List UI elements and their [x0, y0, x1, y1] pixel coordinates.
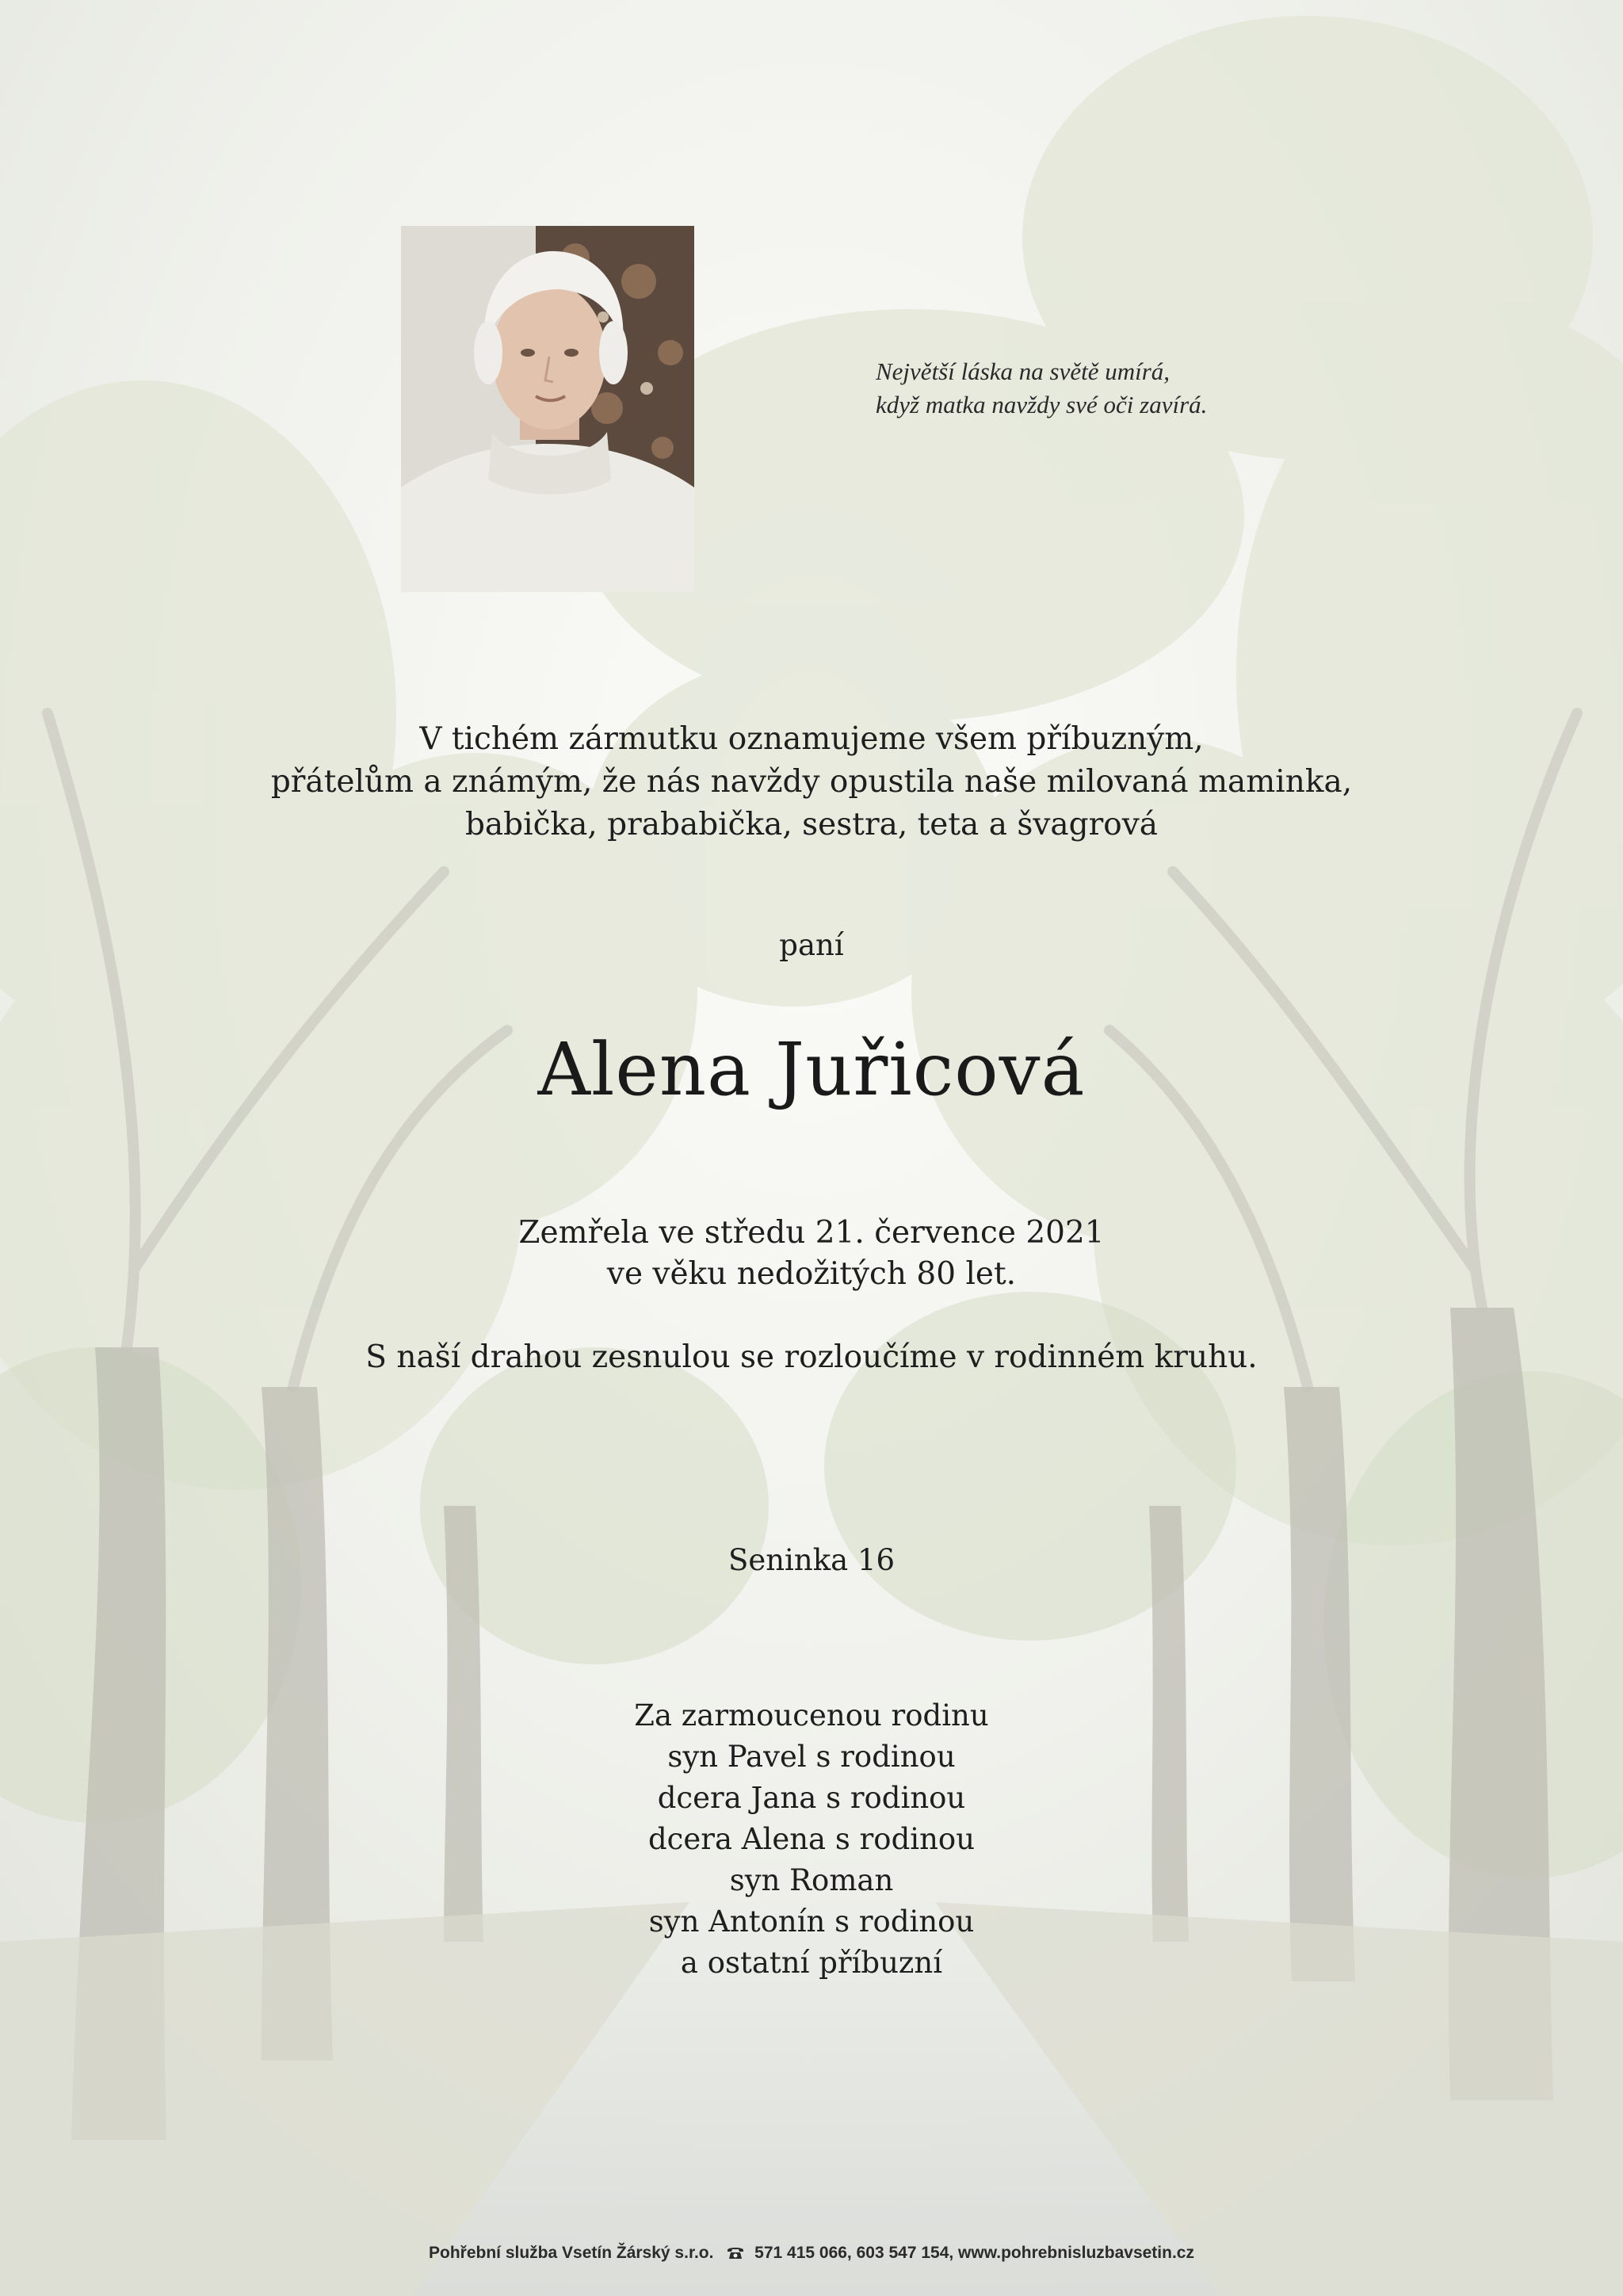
family-address: Seninka 16	[727, 1543, 896, 1577]
family-signature	[0, 1695, 1623, 1984]
motto-line: Největší láska na světě umírá,	[876, 357, 1170, 385]
farewell-note: S naší drahou zesnulou se rozloučíme v rodinném kruhu.	[365, 1339, 1258, 1375]
family-member: dcera Jana s rodinou	[657, 1781, 966, 1815]
motto-line: když matka navždy své oči zavírá.	[876, 391, 1208, 418]
family-member: dcera Alena s rodinou	[647, 1822, 976, 1856]
family-member: syn Roman	[729, 1863, 894, 1897]
funeral-service-footer	[0, 2241, 1623, 2265]
funeral-service-name: Pohřební služba Vsetín Žárský s.r.o.	[429, 2244, 714, 2262]
death-details	[0, 1213, 1623, 1295]
family-member: syn Pavel s rodinou	[667, 1740, 956, 1774]
deceased-name: Alena Juřicová	[537, 1027, 1086, 1112]
death-line: Zemřela ve středu 21. července 2021	[518, 1215, 1105, 1251]
motto-verse	[876, 355, 1383, 422]
honorific: paní	[779, 928, 844, 962]
announcement-line: přátelům a známým, že nás navždy opustila naše milovaná maminka,	[270, 764, 1353, 800]
death-line: ve věku nedožitých 80 let.	[606, 1256, 1017, 1292]
funeral-service-contact: 571 415 066, 603 547 154, www.pohrebnisluzbavsetin.cz	[754, 2244, 1194, 2262]
phone-icon	[726, 2244, 745, 2260]
announcement-text	[0, 718, 1623, 846]
portrait-photo	[401, 226, 694, 592]
family-member: syn Antonín s rodinou	[648, 1904, 975, 1939]
family-heading: Za zarmoucenou rodinu	[634, 1698, 989, 1733]
announcement-line: V tichém zármutku oznamujeme všem příbuzným,	[419, 721, 1204, 757]
announcement-line: babička, prababička, sestra, teta a švagrová	[464, 807, 1159, 842]
family-member: a ostatní příbuzní	[680, 1946, 943, 1980]
